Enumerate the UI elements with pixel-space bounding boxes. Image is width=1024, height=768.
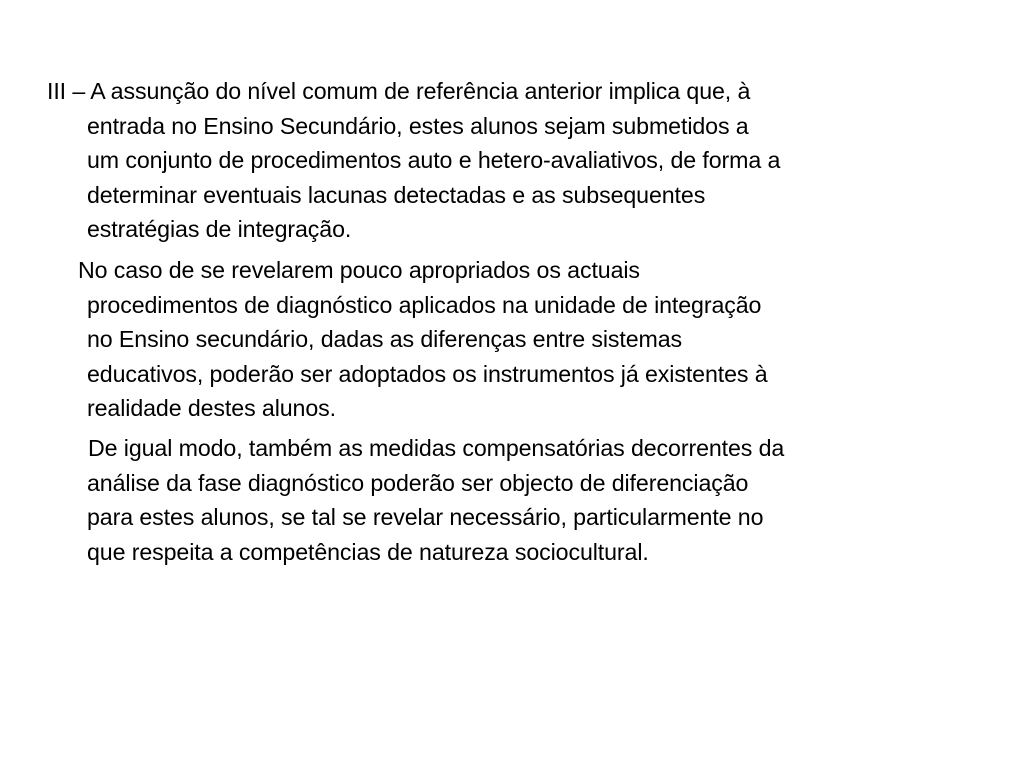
paragraph-line: III – A assunção do nível comum de referência anterior implica que, à	[47, 78, 751, 104]
paragraph-line: determinar eventuais lacunas detectadas e as subsequentes	[87, 181, 706, 208]
paragraph-line: procedimentos de diagnóstico aplicados na unidade de integração	[87, 291, 762, 318]
paragraph-line: que respeita a competências de natureza sociocultural.	[87, 538, 649, 565]
paragraph-section-iii	[0, 74, 780, 247]
paragraph-line: estratégias de integração.	[87, 216, 352, 242]
paragraph-line: um conjunto de procedimentos auto e hetero-avaliativos, de forma a	[87, 147, 781, 173]
paragraph-line: para estes alunos, se tal se revelar necessário, particularmente no	[87, 504, 764, 530]
paragraph-line: realidade destes alunos.	[87, 395, 336, 421]
paragraph-line: entrada no Ensino Secundário, estes alunos sejam submetidos a	[87, 112, 749, 139]
paragraph-line: no Ensino secundário, dadas as diferenças entre sistemas	[87, 326, 683, 352]
paragraph-line: De igual modo, também as medidas compensatórias decorrentes da	[88, 435, 785, 461]
paragraph-line: educativos, poderão ser adoptados os instrumentos já existentes à	[87, 360, 768, 387]
paragraph-line: No caso de se revelarem pouco apropriados os actuais	[78, 257, 640, 283]
paragraph-line: análise da fase diagnóstico poderão ser objecto de diferenciação	[87, 469, 749, 496]
paragraph-diagnostic-procedures	[0, 253, 768, 426]
paragraph-compensatory-measures	[0, 431, 784, 569]
